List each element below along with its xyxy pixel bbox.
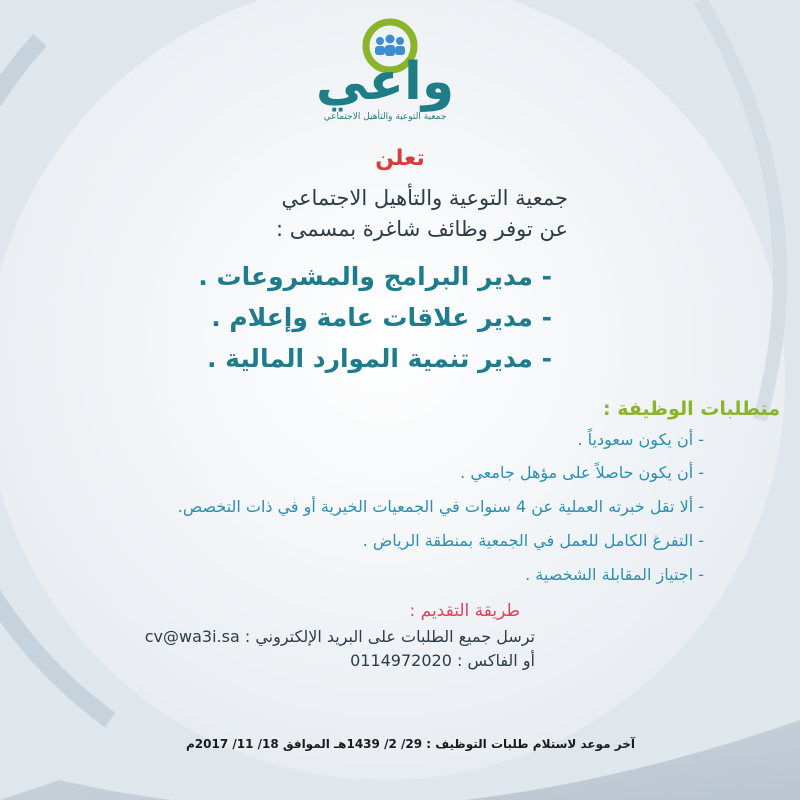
- intro-vacancies: عن توفر وظائف شاغرة بمسمى :: [275, 217, 568, 241]
- announcement-heading: تعلن: [375, 146, 425, 171]
- logo-wordmark: واعي: [315, 52, 455, 112]
- requirement-item: - أن يكون سعودياً .: [577, 430, 704, 449]
- application-email-line: ترسل جميع الطلبات على البريد الإلكتروني : cv@wa3i.sa: [144, 627, 535, 646]
- requirements-title: متطلبات الوظيفة :: [602, 398, 780, 420]
- job-title-programs: - مدير البرامج والمشروعات .: [198, 262, 552, 291]
- requirement-item: - اجتياز المقابلة الشخصية .: [525, 565, 704, 584]
- application-fax-line: أو الفاكس : 0114972020: [350, 651, 535, 670]
- application-title: طريقة التقديم :: [409, 601, 520, 621]
- job-title-financial-resources: - مدير تنمية الموارد المالية .: [206, 344, 552, 373]
- logo-subtitle: جمعية التوعية والتأهيل الاجتماعي: [323, 112, 447, 122]
- requirement-item: - التفرغ الكامل للعمل في الجمعية بمنطقة الرياض .: [362, 531, 704, 550]
- deadline-notice: آخر موعد لاستلام طلبات التوظيف : 29/ 2/ 1439هـ الموافق 18/ 11/ 2017م: [185, 737, 635, 751]
- requirement-item: - ألا تقل خبرته العملية عن 4 سنوات في الجمعيات الخيرية أو في ذات التخصص.: [177, 497, 704, 516]
- job-title-public-relations: - مدير علاقات عامة وإعلام .: [211, 303, 552, 332]
- intro-org-name: جمعية التوعية والتأهيل الاجتماعي: [281, 186, 568, 210]
- requirement-item: - أن يكون حاصلاً على مؤهل جامعي .: [460, 463, 704, 482]
